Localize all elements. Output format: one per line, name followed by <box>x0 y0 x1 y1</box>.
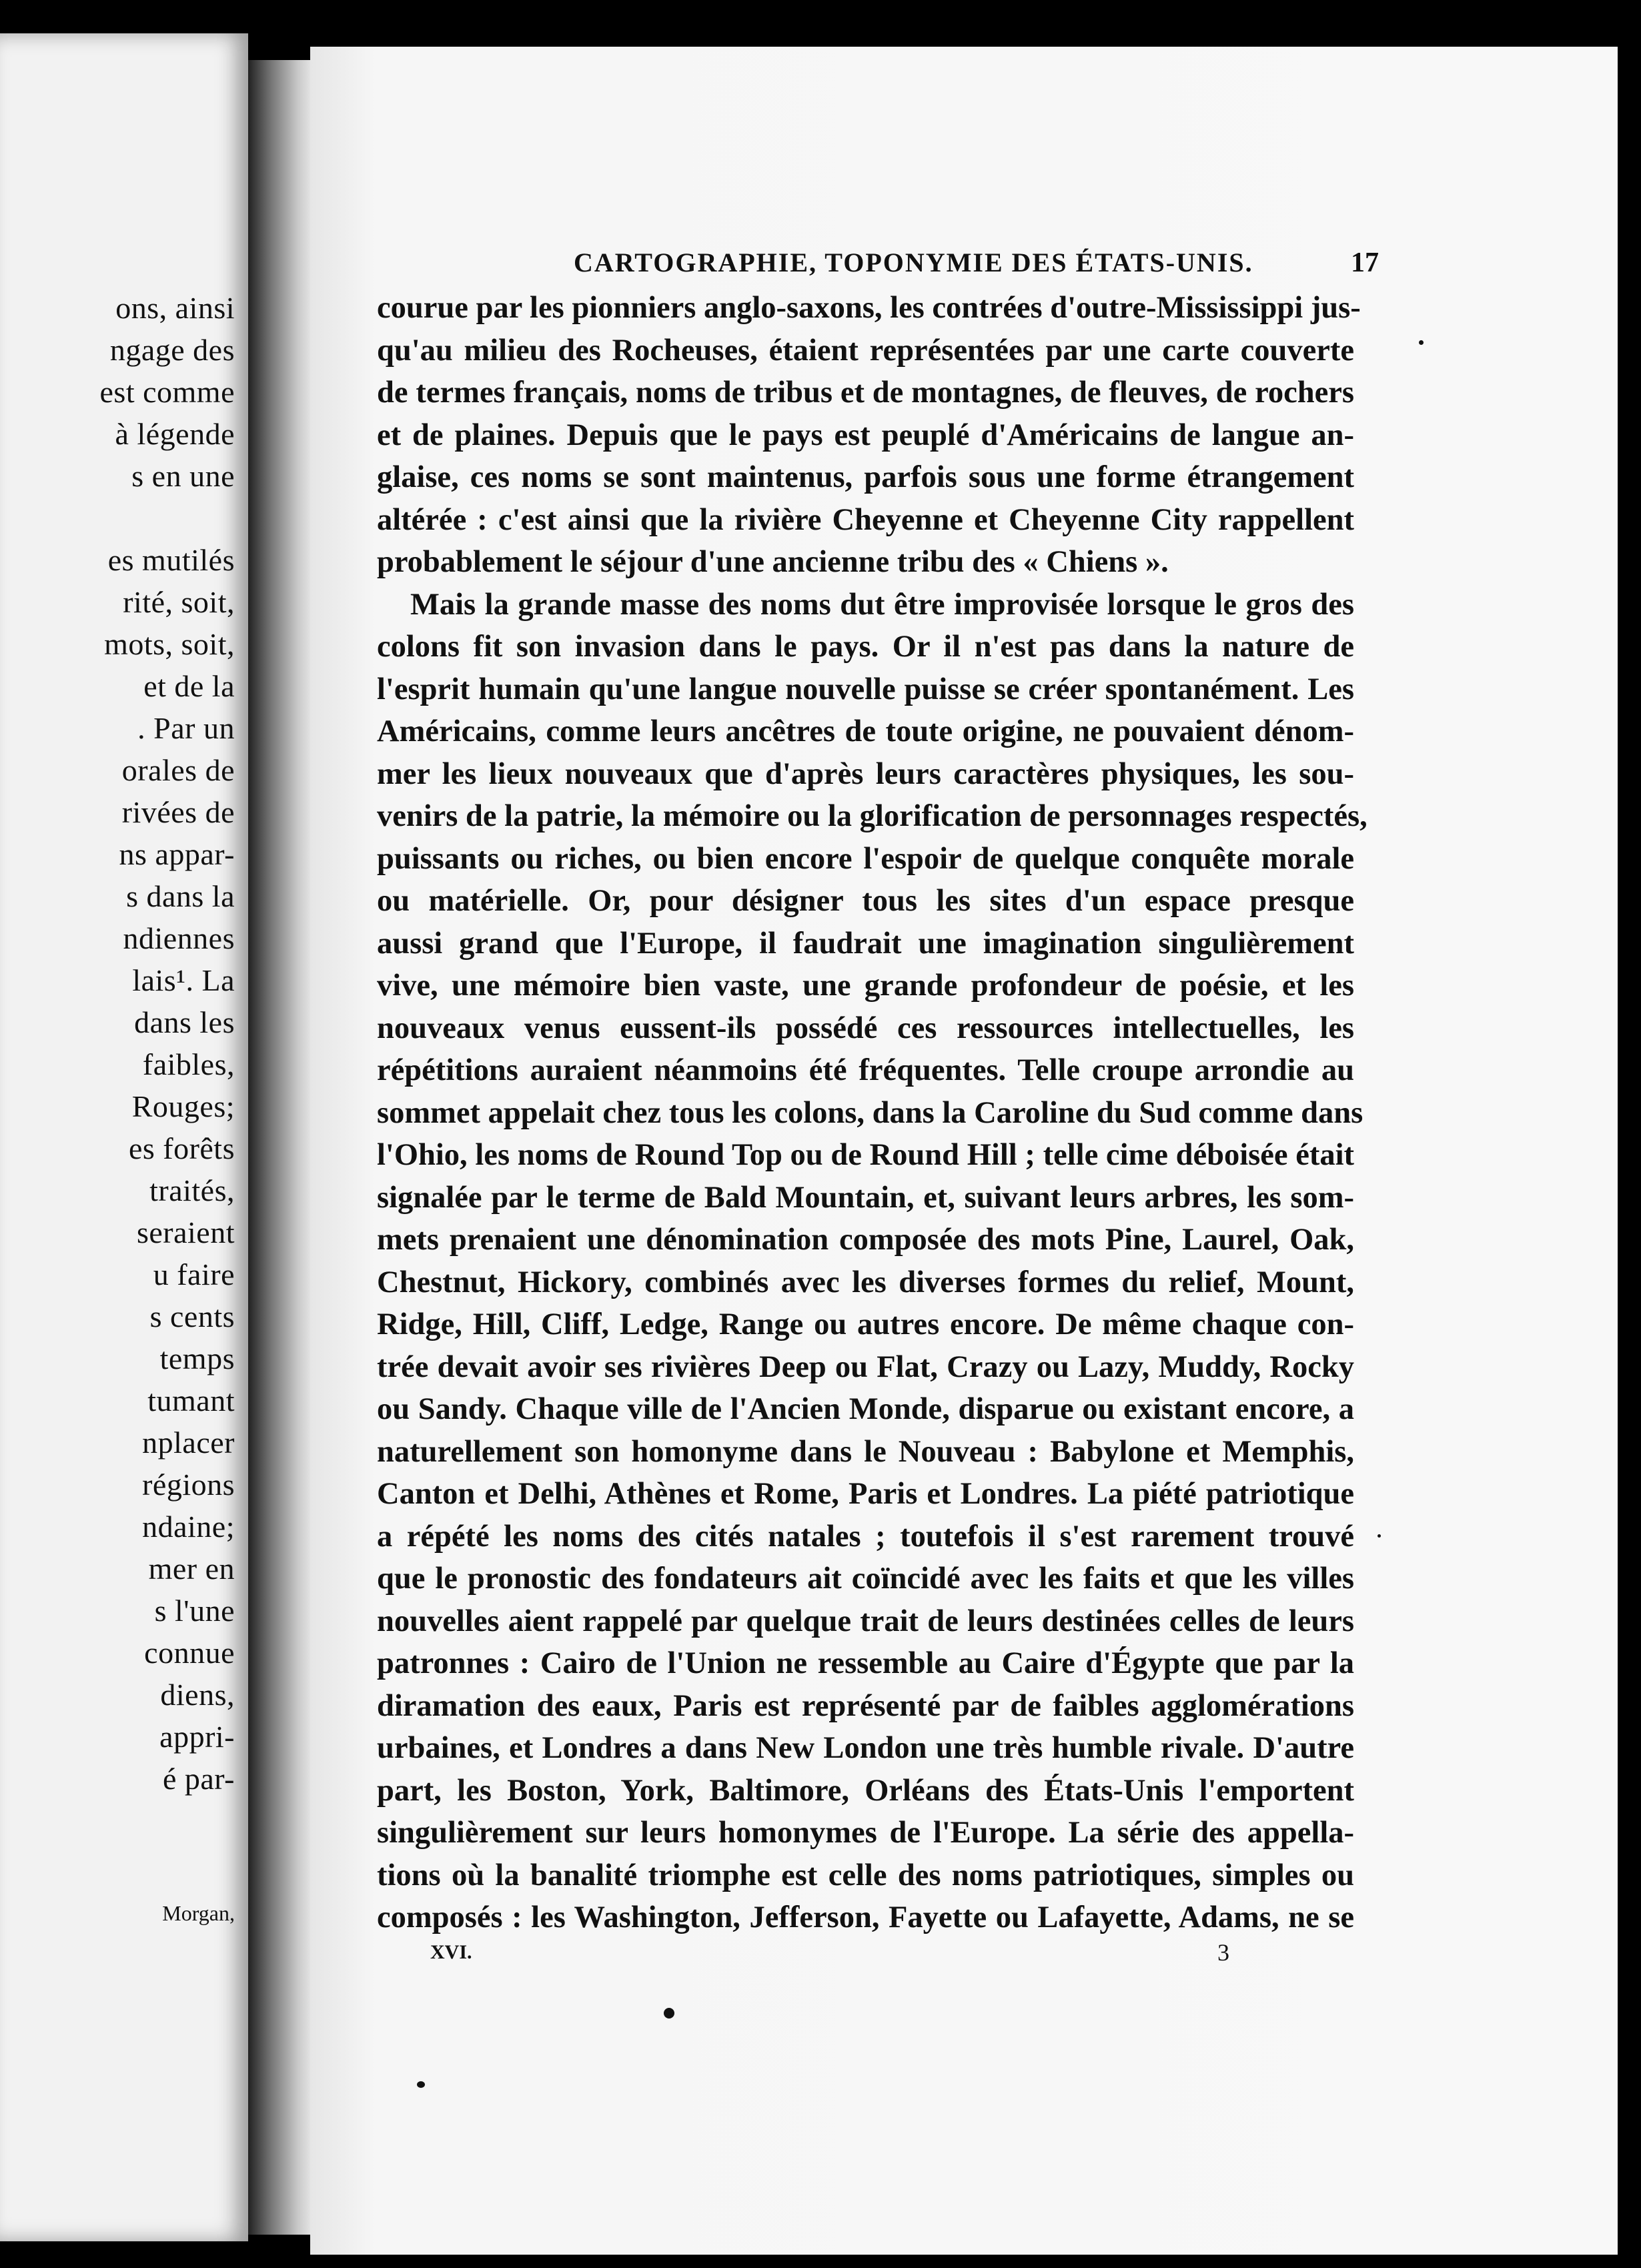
text-line: ou Sandy. Chaque ville de l'Ancien Monde, disparue ou existant encore, a <box>377 1392 1354 1426</box>
running-head <box>310 247 1618 287</box>
text-line: glaise, ces noms se sont maintenus, parfois sous une forme étrangement <box>377 460 1354 494</box>
text-line: vive, une mémoire bien vaste, une grande profondeur de poésie, et les <box>377 969 1354 1003</box>
text-line: Chestnut, Hickory, combinés avec les diverses formes du relief, Mount, <box>377 1265 1354 1299</box>
text-line: signalée par le terme de Bald Mountain, et, suivant leurs arbres, les som- <box>377 1180 1354 1215</box>
sheet-number: 3 <box>1217 1939 1229 1966</box>
text-line: nouveaux venus eussent-ils possédé ces ressources intellectuelles, les <box>377 1011 1354 1045</box>
text-line: et de plaines. Depuis que le pays est peuplé d'Américains de langue an- <box>377 418 1354 452</box>
facing-page-line: rité, soit, <box>123 585 235 619</box>
facing-page-line: ns appar- <box>119 837 235 871</box>
facing-page-line: es mutilés <box>107 543 235 577</box>
text-line: l'esprit humain qu'une langue nouvelle puisse se créer spontanément. Les <box>377 672 1354 706</box>
facing-page-line: nplacer <box>142 1426 235 1460</box>
facing-page-line: s l'une <box>154 1594 235 1628</box>
text-line: ou matérielle. Or, pour désigner tous les sites d'un espace presque <box>377 884 1354 918</box>
facing-page-line: à légende <box>115 417 235 451</box>
ink-speck <box>1419 340 1424 345</box>
ink-speck <box>664 2008 674 2019</box>
facing-page-line: ngage des <box>109 333 235 367</box>
text-line: colons fit son invasion dans le pays. Or il n'est pas dans la nature de <box>377 630 1354 664</box>
text-line: patronnes : Cairo de l'Union ne ressemble au Caire d'Égypte que par la <box>377 1646 1354 1680</box>
facing-page-line: u faire <box>153 1257 235 1291</box>
text-line: Mais la grande masse des noms dut être improvisée lorsque le gros des <box>410 587 1354 622</box>
text-line: venirs de la patrie, la mémoire ou la glorification de personnages respectés, <box>377 799 1368 833</box>
text-line: singulièrement sur leurs homonymes de l'Europe. La série des appella- <box>377 1816 1354 1850</box>
facing-page-line: tumant <box>147 1383 235 1418</box>
text-line: aussi grand que l'Europe, il faudrait une imagination singulièrement <box>377 926 1354 961</box>
paragraph <box>377 287 1361 584</box>
facing-page-line: et de la <box>143 669 235 703</box>
facing-page-line: ndiennes <box>123 921 235 955</box>
running-title: CARTOGRAPHIE, TOPONYMIE DES ÉTATS-UNIS. <box>574 247 1253 277</box>
text-line: diramation des eaux, Paris est représenté par de faibles agglomérations <box>377 1688 1354 1723</box>
text-line: mer les lieux nouveaux que d'après leurs caractères physiques, les sou- <box>377 756 1354 791</box>
facing-page-line: appri- <box>159 1720 235 1754</box>
signature-mark: XVI. <box>430 1941 472 1963</box>
facing-page-line: s cents <box>149 1299 235 1333</box>
text-line: a répété les noms des cités natales ; toutefois il s'est rarement trouvé <box>377 1519 1354 1554</box>
page-number: 17 <box>1351 247 1379 278</box>
facing-page-line: s dans la <box>126 879 235 913</box>
facing-page-line: s en une <box>131 459 235 493</box>
text-line: Ridge, Hill, Cliff, Ledge, Range ou autres encore. De même chaque con- <box>377 1307 1354 1341</box>
text-line: altérée : c'est ainsi que la rivière Cheyenne et Cheyenne City rappellent <box>377 502 1354 537</box>
facing-page-line: orales de <box>121 753 235 787</box>
facing-page-line: diens, <box>160 1678 235 1712</box>
facing-page-line: traités, <box>149 1173 235 1207</box>
main-page <box>310 47 1618 2255</box>
facing-page-line: é par- <box>162 1762 235 1796</box>
text-line: Américains, comme leurs ancêtres de toute origine, ne pouvaient dénom- <box>377 714 1354 748</box>
text-line: part, les Boston, York, Baltimore, Orléans des États-Unis l'emportent <box>377 1773 1354 1808</box>
text-line: l'Ohio, les noms de Round Top ou de Round Hill ; telle cime déboisée était <box>377 1138 1354 1172</box>
text-line: mets prenaient une dénomination composée des mots Pine, Laurel, Oak, <box>377 1223 1354 1257</box>
facing-page-line: régions <box>142 1468 235 1502</box>
facing-page-line: connue <box>144 1636 235 1670</box>
text-line: composés : les Washington, Jefferson, Fayette ou Lafayette, Adams, ne se <box>377 1900 1354 1934</box>
text-line: que le pronostic des fondateurs ait coïncidé avec les faits et que les villes <box>377 1562 1354 1596</box>
facing-page-line: rivées de <box>121 795 235 829</box>
text-line: nouvelles aient rappelé par quelque trait de leurs destinées celles de leurs <box>377 1604 1354 1638</box>
book-gutter <box>248 60 315 2235</box>
text-line: naturellement son homonyme dans le Nouveau : Babylone et Memphis, <box>377 1434 1354 1469</box>
text-line: Canton et Delhi, Athènes et Rome, Paris et Londres. La piété patriotique <box>377 1477 1354 1511</box>
text-line: de termes français, noms de tribus et de montagnes, de fleuves, de rochers <box>377 376 1354 410</box>
text-line: urbaines, et Londres a dans New London une très humble rivale. D'autre <box>377 1731 1354 1765</box>
facing-page-line: Rouges; <box>131 1089 235 1123</box>
facing-page-line: mer en <box>148 1552 235 1586</box>
facing-page-line: es forêts <box>128 1131 235 1165</box>
facing-page-line <box>8 497 235 539</box>
text-line: répétitions auraient néanmoins été fréquentes. Telle croupe arrondie au <box>377 1053 1354 1087</box>
text-line: puissants ou riches, ou bien encore l'espoir de quelque conquête morale <box>377 841 1354 876</box>
facing-page-line: . Par un <box>137 711 235 745</box>
body-text <box>377 287 1368 1939</box>
facing-page-line: seraient <box>136 1215 235 1249</box>
facing-page-line: mots, soit, <box>104 627 235 661</box>
facing-page-line: lais¹. La <box>132 963 235 997</box>
text-line: sommet appelait chez tous les colons, dans la Caroline du Sud comme dans <box>377 1095 1363 1130</box>
ink-speck <box>417 2081 425 2088</box>
facing-page-line: est comme <box>99 375 235 409</box>
text-line: tions où la banalité triomphe est celle des noms patriotiques, simples ou <box>377 1858 1354 1892</box>
text-line: trée devait avoir ses rivières Deep ou Flat, Crazy ou Lazy, Muddy, Rocky <box>377 1349 1354 1384</box>
text-line: courue par les pionniers anglo-saxons, les contrées d'outre-Mississippi jus- <box>377 291 1361 325</box>
ink-speck <box>1378 1534 1381 1538</box>
facing-page-line: ons, ainsi <box>115 291 235 325</box>
facing-page-text <box>8 287 235 1800</box>
facing-page-footnote: Morgan, <box>162 1901 235 1925</box>
paragraph <box>377 584 1368 1939</box>
facing-page-line: faibles, <box>142 1047 235 1081</box>
facing-page-line: dans les <box>134 1005 235 1039</box>
facing-page <box>0 33 248 2241</box>
facing-page-line: ndaine; <box>142 1510 235 1544</box>
facing-page-line: temps <box>159 1341 235 1375</box>
text-line: qu'au milieu des Rocheuses, étaient représentées par une carte couverte <box>377 333 1354 368</box>
text-line: probablement le séjour d'une ancienne tribu des « Chiens ». <box>377 545 1169 579</box>
